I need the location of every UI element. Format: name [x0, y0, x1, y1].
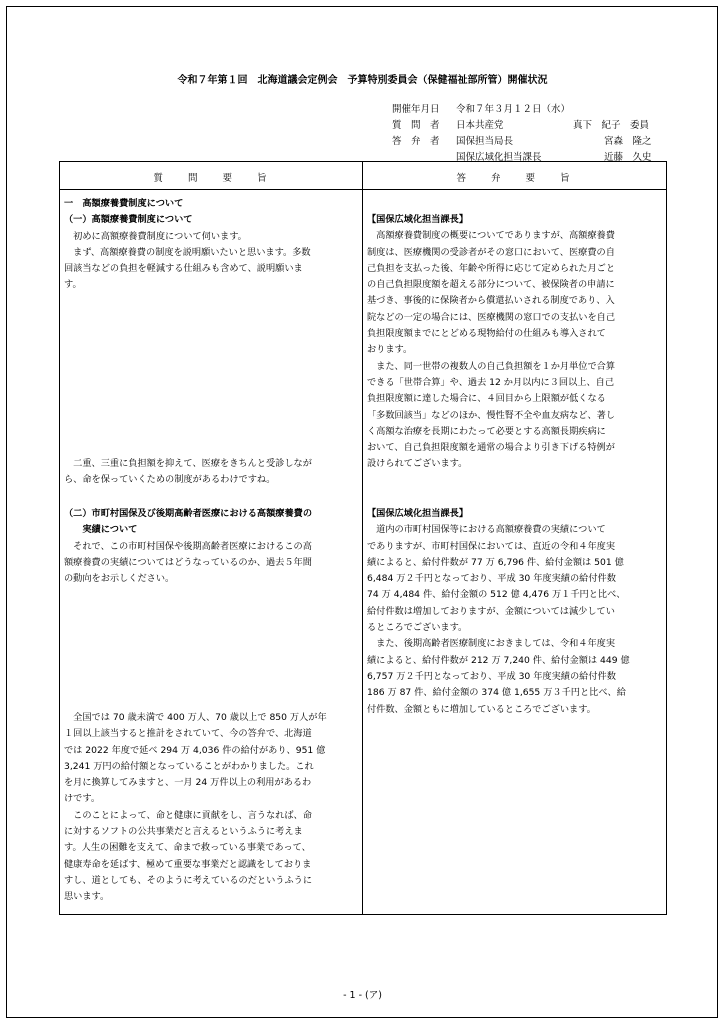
question-line: に対するソフトの公共事業だと言えるというふうに考えま	[64, 826, 303, 838]
answer-line: 院などの一定の場合には、医療機関の窓口での支払いを自己	[367, 311, 616, 323]
question-line: それで、この市町村国保や後期高齢者医療におけるこの高	[64, 540, 312, 552]
answer-line: 付件数、金額ともに増加しているところでございます。	[367, 703, 596, 715]
question-line: このことによって、命と健康に貢献をし、言うなれば、命	[64, 809, 312, 821]
subsection-heading: （二）市町村国保及び後期高齢者医療における高額療養費の	[64, 508, 313, 519]
answer-block-2	[367, 506, 664, 718]
answer-line: 績によると、給付件数が 77 万 6,796 件、給付金額は 501 億	[367, 556, 624, 568]
meta-date-value: 令和７年３月１２日（水）	[456, 104, 571, 115]
meta-questioner-label: 質 問 者	[392, 120, 440, 131]
question-line: 思います。	[64, 891, 110, 903]
answer-column-header: 答 弁 要 旨	[456, 173, 572, 184]
section-heading: 一 高額療養費制度について	[64, 198, 184, 209]
answer-line: 6,757 万２千円となっており、平成 30 年度実績の給付件数	[367, 670, 616, 682]
qa-table	[59, 161, 667, 915]
meta-answerer-label: 答 弁 者	[392, 136, 440, 147]
question-line: １回以上該当すると推計をされていて、今の答弁で、北海道	[64, 728, 312, 740]
question-block-2	[64, 456, 358, 489]
answer-line: 74 万 4,484 件、給付金額の 512 億 4,476 万１千円と比べ、	[367, 589, 626, 601]
answer-line: 186 万 87 件、給付金額の 374 億 1,655 万３千円と比べ、給	[367, 687, 626, 699]
answer-line: できる「世帯合算」や、過去 12 か月以内に３回以上、自己	[367, 376, 615, 388]
question-line: 全国では 70 歳未満で 400 万人、70 歳以上で 850 万人が年	[64, 712, 327, 723]
answer-line: く高額な治療を長期にわたって必要とする高額長期疾病に	[367, 425, 606, 437]
meta-questioner-name: 真下 紀子 委員	[573, 120, 650, 131]
answer-block-1	[367, 212, 664, 473]
answer-line: 道内の市町村国保等における高額療養費の実績について	[367, 524, 606, 536]
question-line: すし、道としても、そのように考えているのだというふうに	[64, 874, 313, 886]
answer-line: 高額療養費制度の概要についてでありますが、高額療養費	[367, 230, 615, 242]
subsection-heading: （一）高額療養費制度について	[64, 214, 193, 226]
answer-line: また、後期高齢者医療制度におきましては、令和４年度実	[367, 638, 616, 650]
meta-answerer-2-name: 近藤 久史	[604, 152, 652, 163]
meta-date-label: 開催年月日	[392, 104, 440, 115]
answer-line: 負担限度額までにとどめる現物給付の仕組みも導入されて	[367, 328, 606, 340]
question-block-3	[64, 506, 358, 587]
question-line: ら、命を保っていくための制度があるわけですね。	[64, 474, 276, 486]
question-line: 額療養費の実績についてはどうなっているのか、過去５年間	[64, 556, 312, 568]
document-title: 令和７年第１回 北海道議会定例会 予算特別委員会（保健福祉部所管）開催状況	[177, 75, 548, 86]
header-divider	[60, 189, 666, 190]
column-divider	[362, 162, 363, 914]
answer-line: また、同一世帯の複数人の自己負担額を１か月単位で合算	[367, 360, 616, 372]
page-number: - 1 - (ア)	[343, 990, 382, 1001]
answer-line: の自己負担限度額を超える部分について、被保険者の申請に	[367, 279, 615, 291]
question-block-4	[64, 710, 358, 906]
answer-line: 制度は、医療機関の受診者がその窓口において、医療費の自	[367, 246, 615, 258]
answer-line: 績によると、給付件数が 212 万 7,240 件、給付金額は 449 億	[367, 654, 630, 666]
answerer-heading: 【国保広域化担当課長】	[367, 508, 469, 519]
answer-line: でありますが、市町村国保においては、直近の令和４年度実	[367, 540, 616, 552]
answer-line: 己負担を支払った後、年齢や所得に応じて定められた月ごと	[367, 262, 616, 274]
answer-line: るところでございます。	[367, 622, 468, 634]
meta-questioner-party: 日本共産党	[456, 120, 504, 131]
question-line: では 2022 年度で延べ 294 万 4,036 件の給付があり、951 億	[64, 744, 326, 756]
answer-line: 負担限度額に達した場合に、４回目から上限額が低くなる	[367, 393, 606, 405]
question-block-1	[64, 196, 358, 294]
answerer-heading: 【国保広域化担当課長】	[367, 214, 469, 225]
question-line: けです。	[64, 793, 101, 805]
question-line: 健康寿命を延ばす、極めて重要な事業だと認識をしておりま	[64, 858, 312, 870]
question-line: まず、高額療養費の制度を説明願いたいと思います。多数	[64, 246, 311, 258]
question-line: 回該当などの負担を軽減する仕組みも含めて、説明願いま	[64, 263, 303, 275]
question-column-header: 質 問 要 旨	[153, 173, 269, 184]
question-line: を月に換算してみますと、一月 24 万件以上の利用があるわ	[64, 777, 312, 789]
subsection-heading: 実績について	[64, 524, 138, 536]
meta-answerer-1-title: 国保担当局長	[456, 136, 514, 147]
meta-answerer-2-title: 国保広域化担当課長	[456, 152, 542, 163]
answer-line: 給付件数は増加しておりますが、金額については減少してい	[367, 605, 615, 617]
question-line: す。人生の困難を支えて、命まで救っている事業であって、	[64, 842, 311, 854]
answer-line: 「多数回該当」などのほか、慢性腎不全や血友病など、著し	[367, 409, 616, 421]
question-line: 初めに高額療養費制度について伺います。	[64, 230, 247, 242]
answer-line: 6,484 万２千円となっており、平成 30 年度実績の給付件数	[367, 573, 616, 585]
meta-answerer-1-name: 宮森 隆之	[604, 136, 652, 147]
answer-line: 設けられてございます。	[367, 458, 468, 470]
question-line: 二重、三重に負担額を抑えて、医療をきちんと受診しなが	[64, 458, 312, 469]
answer-line: 基づき、事後的に保険者から償還払いされる制度であり、入	[367, 295, 615, 307]
answer-line: おいて、自己負担限度額を通常の場合より引き下げる特例が	[367, 442, 615, 454]
question-line: の動向をお示しください。	[64, 573, 175, 585]
question-line: す。	[64, 279, 82, 291]
question-line: 3,241 万円の給付額となっていることがわかりました。これ	[64, 760, 314, 772]
answer-line: おります。	[367, 344, 413, 356]
